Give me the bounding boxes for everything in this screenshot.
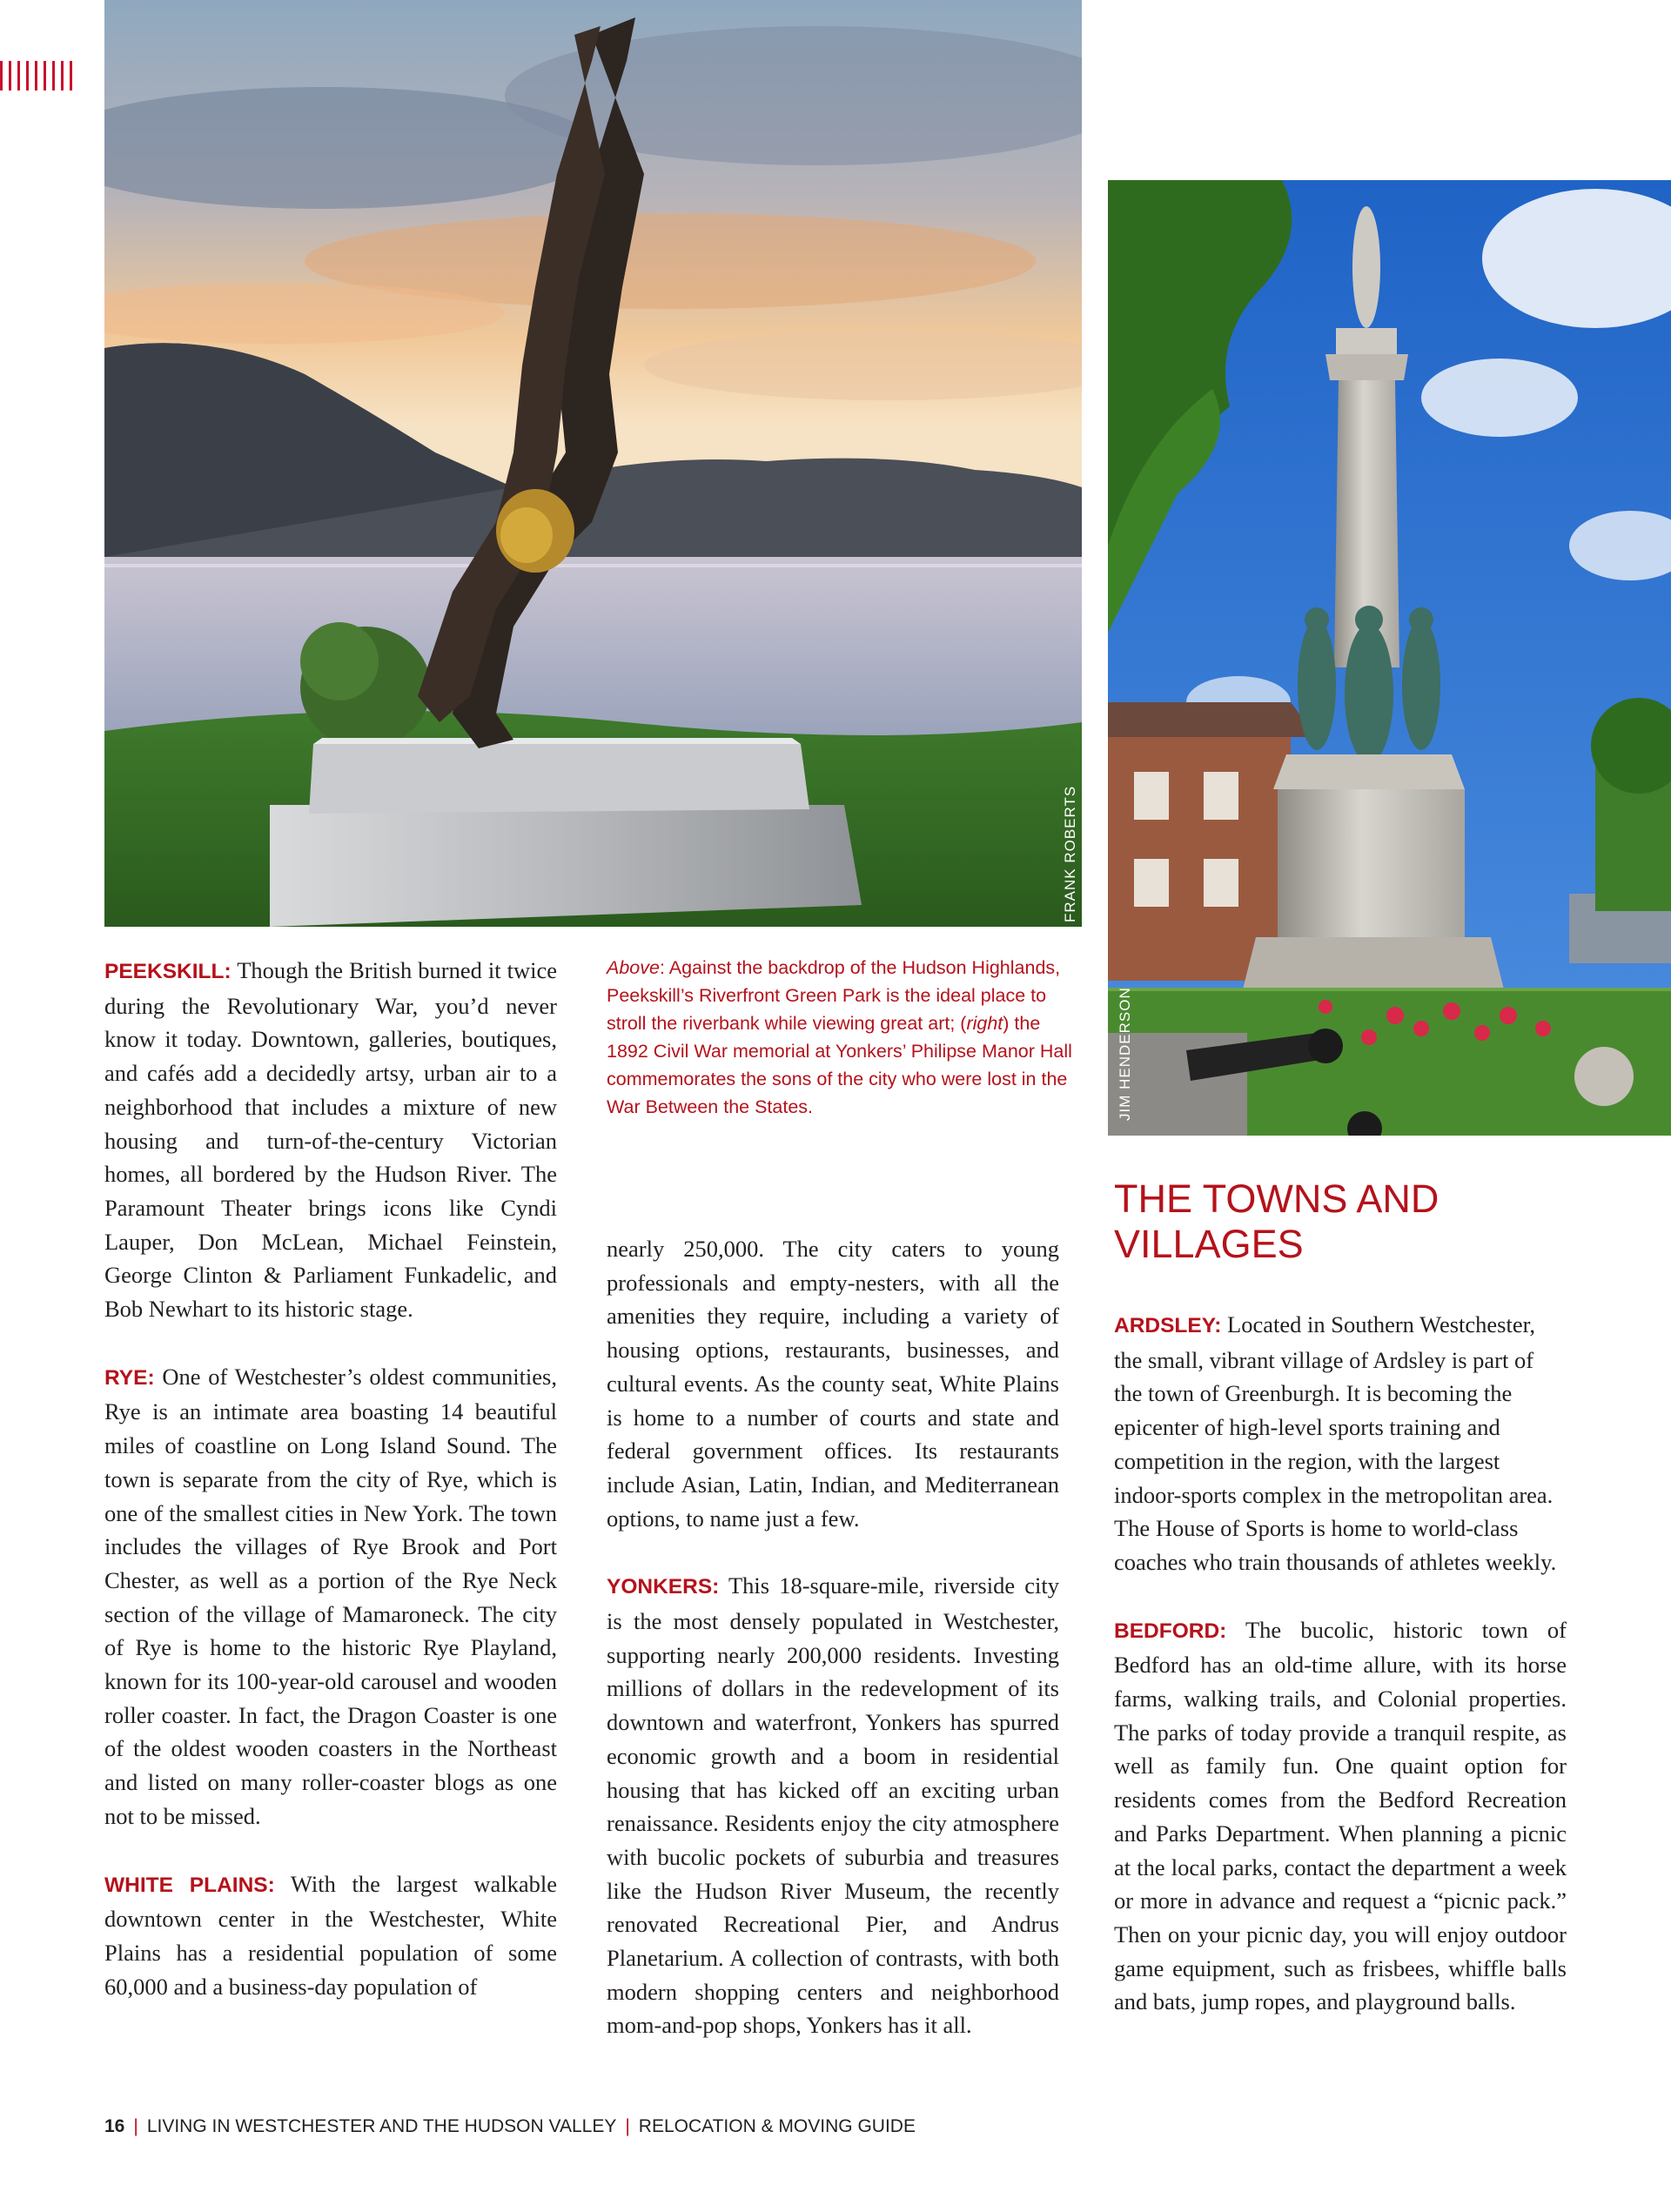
white-plains-text: With the largest walkable downtown center in the Westchester, White Plains has a residential population of some 60,000 and a business-day population of — [104, 1870, 557, 2000]
ardsley-text: Located in Southern Westchester, the small, vibrant village of Ardsley is part of the town of Greenburgh. It is becoming the epicenter of high-level sports training and competition in the region, with the largest indoor-sports complex in the metropolitan area. The House of Sports is home to world-class coaches who train thousands of athletes weekly. — [1114, 1311, 1557, 1575]
bedford-text: The bucolic, historic town of Bedford has an old-time allure, with its horse farms, walking trails, and Colonial properties. The parks of today provide a tranquil respite, as well as family fun. One quaint option for residents comes from the Bedford Recreation and Parks Department. When planning a picnic at the local parks, contact the department a week or more in advance and request a “picnic pack.” Then on your picnic day, you will enjoy outdoor game equipment, such as frisbees, whiffle balls and bats, jump ropes, and playground balls. — [1114, 1616, 1567, 2015]
yonkers-text: This 18-square-mile, riverside city is the most densely populated in Westchester, supporting nearly 200,000 residents. Investing millions of dollars in the redevelopment of its downtown and waterfront, Yonkers has spurred economic growth and a boom in residential housing that has kicked off an exciting urban renaissance. Residents enjoy the city atmosphere with bucolic pockets of suburbia and treasures like the Hudson River Museum, the recently renovated Recreational Pier, and Andrus Planetarium. A collection of contrasts, with both modern shopping centers and neighborhood mom-and-pop shops, Yonkers has it all. — [607, 1572, 1059, 2039]
white-plains-paragraph — [104, 1867, 557, 2004]
footer-separator: | — [133, 2116, 138, 2136]
rye-heading: RYE: — [104, 1365, 155, 1390]
yonkers-paragraph — [607, 1569, 1059, 2042]
page-number: 16 — [104, 2116, 125, 2136]
column-right — [1114, 1308, 1567, 2053]
section-heading: THE TOWNS AND VILLAGES — [1114, 1176, 1439, 1266]
peekskill-paragraph — [104, 954, 557, 1326]
left-photo-credit: FRANK ROBERTS — [1062, 785, 1078, 922]
peekskill-text: Though the British burned it twice during the Revolutionary War, you’d never know it today. Downtown, galleries, boutiques, and cafés add a decidedly artsy, urban air to a neighborhood that includes a mixture of new housing and turn-of-the-century Victorian homes, all bordered by the Hudson River. The Paramount Theater brings icons like Cyndi Lauper, Don McLean, Michael Feinstein, George Clinton & Parliament Funkadelic, and Bob Newhart to its historic stage. — [104, 957, 557, 1323]
caption-text-1: : Against the backdrop of the Hudson Highlands, Peekskill’s Riverfront Green Park is the ideal place to stroll the riverbank while viewing great art; ( — [607, 957, 1061, 1034]
bedford-paragraph — [1114, 1613, 1567, 2019]
photo-caption — [607, 954, 1075, 1121]
statue-photo — [104, 0, 1082, 927]
bedford-heading: BEDFORD: — [1114, 1619, 1227, 1643]
column-middle — [607, 1232, 1059, 2076]
white-plains-heading: WHITE PLAINS: — [104, 1873, 275, 1897]
caption-above-label: Above — [607, 957, 660, 978]
white-plains-continued: nearly 250,000. The city caters to young professionals and empty-nesters, with all the amenities they require, including a variety of housing options, restaurants, businesses, and cultural events. As the county seat, White Plains is home to a number of courts and state and federal government offices. Its restaurants include Asian, Latin, Indian, and Mediterranean options, to name just a few. — [607, 1236, 1059, 1532]
rye-paragraph — [104, 1360, 557, 1833]
edge-tick-marks — [0, 61, 75, 90]
peekskill-heading: PEEKSKILL: — [104, 960, 232, 983]
caption-text-2: ) the 1892 Civil War memorial at Yonkers’ Philipse Manor Hall commemorates the sons of the city who were lost in the War Between the States. — [607, 1013, 1072, 1117]
caption-right-label: right — [966, 1013, 1003, 1034]
rye-text: One of Westchester’s oldest communities, Rye is an intimate area boasting 14 beautiful miles of coastline on Long Island Sound. The town is separate from the city of Rye, which is one of the smallest cities in New York. The town includes the villages of Rye Brook and Port Chester, as well as a portion of the Rye Neck section of the village of Mamaroneck. The city of Rye is home to the historic Rye Playland, known for its 100-year-old carousel and wooden roller coaster. In fact, the Dragon Coaster is one of the oldest wooden coasters in the Northeast and listed on many roller-coaster blogs as one not to be missed. — [104, 1363, 557, 1829]
column-left — [104, 954, 557, 2037]
ardsley-heading: ARDSLEY: — [1114, 1314, 1222, 1337]
yonkers-heading: YONKERS: — [607, 1575, 720, 1599]
right-photo-credit: JIM HENDERSON — [1117, 987, 1133, 1121]
ardsley-paragraph — [1114, 1308, 1567, 1579]
memorial-photo — [1108, 180, 1671, 1136]
page-footer — [104, 2116, 916, 2137]
guide-title: RELOCATION & MOVING GUIDE — [638, 2116, 916, 2136]
footer-separator-2: | — [625, 2116, 630, 2136]
publication-title: LIVING IN WESTCHESTER AND THE HUDSON VALLEY — [146, 2116, 617, 2136]
